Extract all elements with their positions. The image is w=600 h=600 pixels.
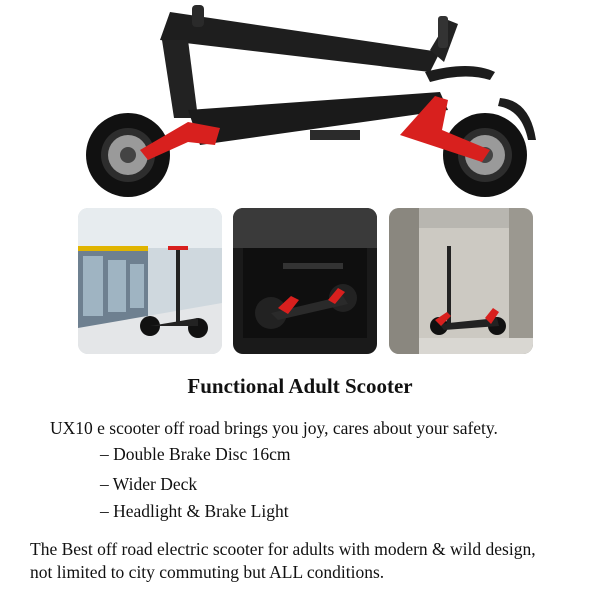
description xyxy=(30,538,600,584)
feature-lights: – Headlight & Brake Light xyxy=(100,501,289,521)
feature-wider-deck: – Wider Deck xyxy=(100,474,198,494)
elevator-photo xyxy=(389,208,533,354)
feature-brake-disc: – Double Brake Disc 16cm xyxy=(100,444,291,464)
description-line: The Best off road electric scooter for adults with modern & wild design, xyxy=(30,539,536,559)
description-line: not limited to city commuting but ALL conditions. xyxy=(30,562,385,582)
car-trunk-photo xyxy=(233,208,377,354)
tagline: UX10 e scooter off road brings you joy, cares about your safety. xyxy=(50,418,498,438)
hero-scooter-image xyxy=(70,0,540,205)
metro-station-photo xyxy=(78,208,222,354)
page-title: Functional Adult Scooter xyxy=(187,374,413,398)
